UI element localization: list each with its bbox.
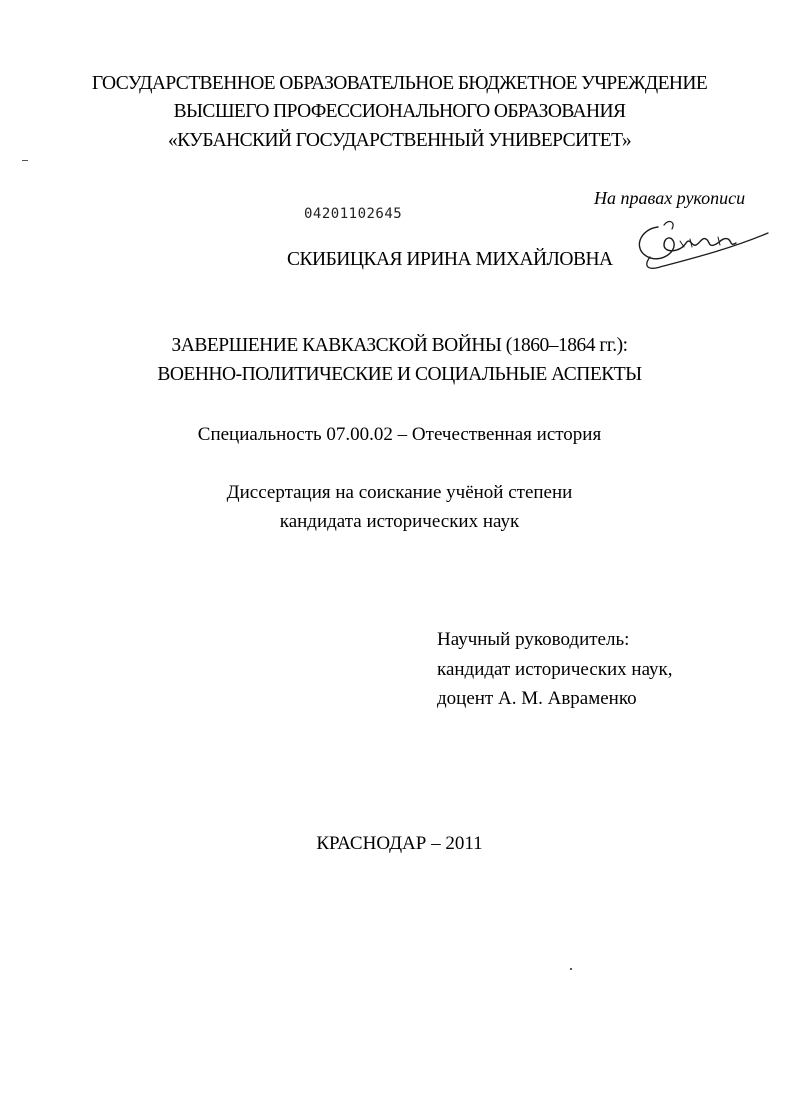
scan-mark: [570, 968, 572, 970]
inventory-number: 04201102645: [304, 206, 403, 222]
organization-line-2: ВЫСШЕГО ПРОФЕССИОНАЛЬНОГО ОБРАЗОВАНИЯ: [173, 101, 626, 122]
supervisor-label: Научный руководитель:: [437, 629, 630, 650]
signature-image: [620, 213, 770, 275]
supervisor-name: доцент А. М. Авраменко: [437, 688, 637, 709]
organization-line-1: ГОСУДАРСТВЕННОЕ ОБРАЗОВАТЕЛЬНОЕ БЮДЖЕТНОЕ УЧРЕЖДЕНИЕ: [91, 73, 708, 94]
degree-line-1: Диссертация на соискание учёной степени: [226, 482, 573, 503]
supervisor-rank: кандидат исторических наук,: [437, 659, 673, 680]
rights-note: На правах рукописи: [594, 188, 746, 208]
place-year: КРАСНОДАР – 2011: [316, 833, 483, 854]
degree-line-2: кандидата исторических наук: [279, 511, 520, 532]
title-line-2: ВОЕННО-ПОЛИТИЧЕСКИЕ И СОЦИАЛЬНЫЕ АСПЕКТЫ: [157, 364, 642, 385]
organization-line-3: «КУБАНСКИЙ ГОСУДАРСТВЕННЫЙ УНИВЕРСИТЕТ»: [167, 130, 632, 151]
author-name: СКИБИЦКАЯ ИРИНА МИХАЙЛОВНА: [287, 249, 613, 270]
title-line-1: ЗАВЕРШЕНИЕ КАВКАЗСКОЙ ВОЙНЫ (1860–1864 гг.):: [171, 335, 628, 356]
scan-mark: [22, 160, 28, 161]
specialty: Специальность 07.00.02 – Отечественная история: [197, 424, 602, 445]
